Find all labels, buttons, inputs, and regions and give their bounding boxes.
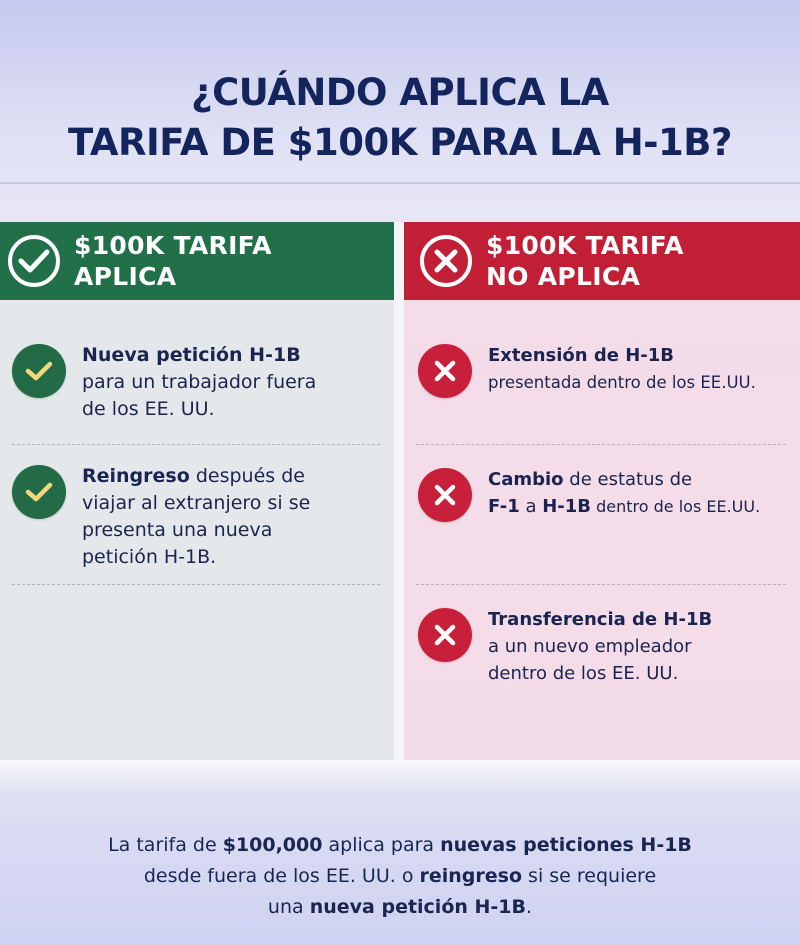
check-circle-icon — [8, 235, 60, 287]
item-line: dentro de los EE. UU. — [488, 663, 679, 684]
check-icon — [12, 344, 66, 398]
item-bold-label: Transferencia de H-1B — [488, 609, 713, 630]
applies-column — [0, 222, 394, 760]
item-line: a un nuevo empleador — [488, 636, 692, 657]
footer-line-2 — [0, 861, 800, 892]
footer-text: La tarifa de — [108, 834, 223, 856]
title-line-2: TARIFA DE $100K PARA LA H-1B? — [68, 121, 732, 164]
not-applies-item-text — [488, 606, 712, 687]
item-bold-label: Extensión de H-1B — [488, 345, 675, 366]
footer-line-3 — [0, 892, 800, 923]
item-line: para un trabajador fuera — [82, 371, 317, 393]
applies-header-line-1: $100K TARIFA — [74, 231, 272, 260]
footer-text: . — [526, 896, 533, 918]
not-applies-item-status-change — [404, 466, 800, 522]
not-applies-header-line-1: $100K TARIFA — [486, 231, 684, 260]
item-line: dentro de los EE.UU. — [591, 497, 761, 516]
not-applies-item-text — [488, 466, 760, 520]
item-line: presenta una nueva — [82, 519, 273, 541]
footer-line-1 — [0, 830, 800, 861]
item-line: después de — [189, 465, 305, 487]
applies-item-text — [82, 463, 310, 571]
applies-item-new-petition — [0, 342, 394, 423]
footer-text: si se requiere — [522, 865, 657, 887]
item-bold-part: F-1 — [488, 496, 520, 517]
not-applies-item-transfer — [404, 606, 800, 687]
item-line: viajar al extranjero si se — [82, 492, 311, 514]
footer-bold: nueva petición H-1B — [309, 896, 527, 918]
applies-header — [0, 222, 394, 300]
footer-text: aplica para — [322, 834, 441, 856]
not-applies-header-line-2: NO APLICA — [486, 262, 641, 291]
item-bold-part: H-1B — [542, 496, 592, 517]
item-line: presentada dentro de los EE.UU. — [488, 373, 756, 392]
section-divider-band — [0, 760, 800, 790]
x-icon — [418, 468, 472, 522]
item-line: petición H-1B. — [82, 546, 217, 568]
footer-bold: nuevas peticiones H-1B — [440, 834, 692, 856]
not-applies-header — [404, 222, 800, 300]
applies-header-text — [74, 230, 272, 292]
not-applies-item-extension — [404, 342, 800, 398]
x-circle-icon — [420, 235, 472, 287]
item-bold-label: Reingreso — [82, 465, 190, 487]
page-title — [0, 68, 800, 168]
footer-bold: reingreso — [419, 865, 523, 887]
x-icon — [418, 344, 472, 398]
item-bold-label: Cambio — [488, 469, 564, 490]
title-line-1: ¿CUÁNDO APLICA LA — [191, 71, 609, 114]
check-icon — [12, 465, 66, 519]
dashed-divider — [416, 444, 786, 445]
item-line: de estatus de — [563, 469, 693, 490]
footer-bold: $100,000 — [222, 834, 323, 856]
dashed-divider — [12, 584, 380, 585]
item-line: a — [519, 496, 543, 517]
dashed-divider — [12, 444, 380, 445]
x-icon — [418, 608, 472, 662]
not-applies-item-text — [488, 342, 756, 396]
footer-text: una — [267, 896, 310, 918]
not-applies-column — [404, 222, 800, 760]
applies-item-reentry — [0, 463, 394, 571]
column-gap — [394, 222, 404, 760]
title-divider — [0, 182, 800, 184]
footer-note — [0, 830, 800, 923]
item-line: de los EE. UU. — [82, 398, 215, 420]
applies-item-text — [82, 342, 316, 423]
applies-header-line-2: APLICA — [74, 262, 177, 291]
dashed-divider — [416, 584, 786, 585]
not-applies-header-text — [486, 230, 684, 292]
footer-text: desde fuera de los EE. UU. o — [143, 865, 420, 887]
item-bold-label: Nueva petición H-1B — [82, 344, 301, 366]
